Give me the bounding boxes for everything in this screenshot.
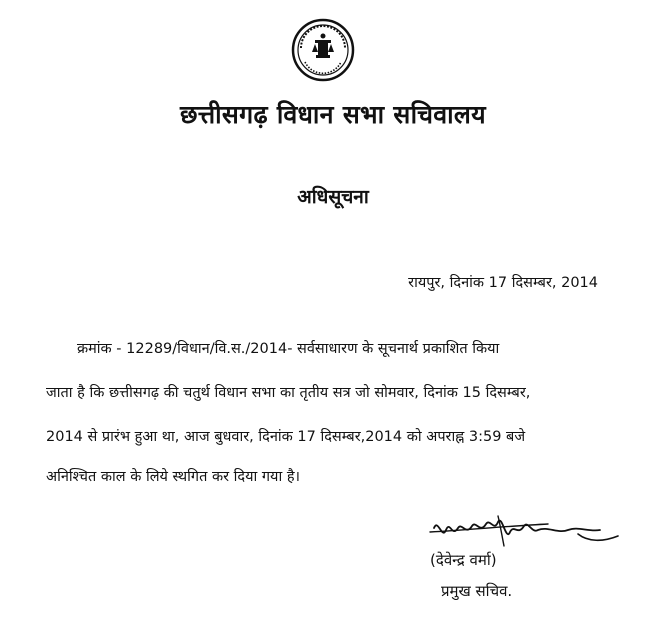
page-title: छत्तीसगढ़ विधान सभा सचिवालय <box>180 100 486 129</box>
seal-icon <box>291 18 355 82</box>
signer-name: (देवेन्द्र वर्मा) <box>430 551 497 569</box>
signer-designation: प्रमुख सचिव. <box>441 582 513 600</box>
body-text-line: जाता है कि छत्तीसगढ़ की चतुर्थ विधान सभा का तृतीय सत्र जो सोमवार, दिनांक 15 दिसम्बर, <box>46 385 531 401</box>
signature-icon <box>428 512 628 552</box>
notification-heading: अधिसूचना <box>297 186 369 208</box>
body-text-line: 2014 से प्रारंभ हुआ था, आज बुधवार, दिनांक 17 दिसम्बर,2014 को अपराह्न 3:59 बजे <box>46 429 526 445</box>
body-text-line: अनिश्चित काल के लिये स्थगित कर दिया गया है। <box>46 469 301 485</box>
body-text-line: क्रमांक - 12289/विधान/वि.स./2014- सर्वसाधारण के सूचनार्थ प्रकाशित किया <box>77 341 500 357</box>
place-date: रायपुर, दिनांक 17 दिसम्बर, 2014 <box>408 275 598 291</box>
